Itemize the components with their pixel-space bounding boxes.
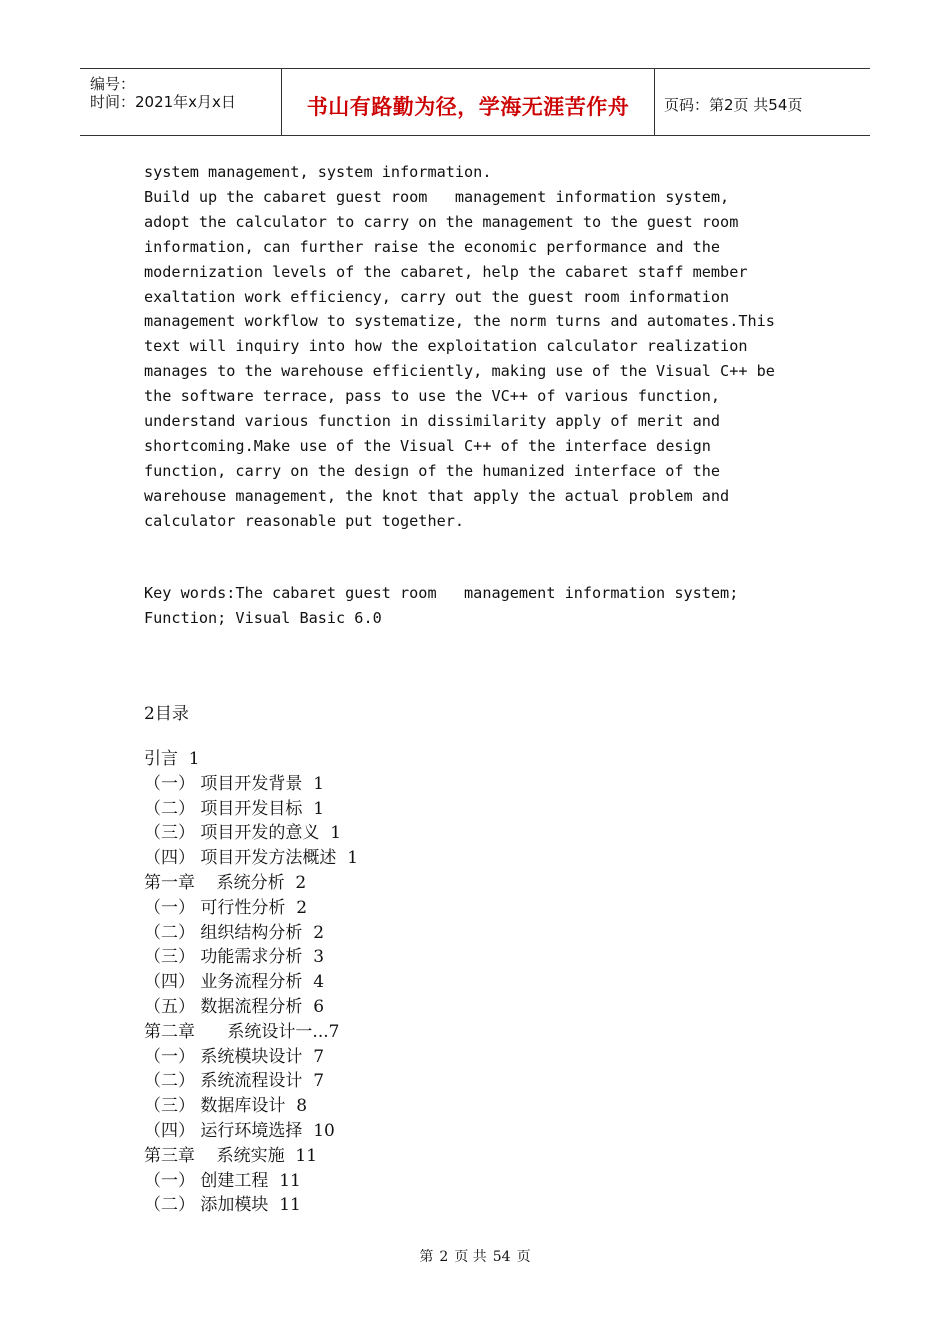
abstract-line: exaltation work efficiency, carry out the guest room information <box>144 287 730 306</box>
abstract-line: understand various function in dissimilarity apply of merit and <box>144 412 721 431</box>
document-number-label: 编号： <box>90 75 136 93</box>
abstract-line: modernization levels of the cabaret, help the cabaret staff member <box>144 262 748 281</box>
toc-entry[interactable]: （四） 运行环境选择 10 <box>144 1120 335 1141</box>
abstract-line: calculator reasonable put together. <box>144 511 465 530</box>
toc-entry[interactable]: 引言 1 <box>144 749 200 769</box>
toc-entry[interactable]: （一） 项目开发背景 1 <box>144 773 325 794</box>
toc-entry[interactable]: （一） 创建工程 11 <box>144 1170 301 1191</box>
abstract-line: management workflow to systematize, the norm turns and automates.This <box>144 312 775 331</box>
abstract-line: Build up the cabaret guest room management information system, <box>144 187 730 206</box>
header-meta-cell <box>80 69 282 135</box>
toc-entry[interactable]: （三） 功能需求分析 3 <box>144 947 325 968</box>
abstract-line: adopt the calculator to carry on the management to the guest room <box>144 212 739 231</box>
toc-entry[interactable]: （四） 业务流程分析 4 <box>144 972 325 993</box>
abstract-line: system management, system information. <box>144 163 492 181</box>
table-of-contents <box>144 747 358 1218</box>
toc-entry[interactable]: （一） 可行性分析 2 <box>144 897 308 918</box>
abstract-line: function, carry on the design of the humanized interface of the <box>144 461 721 480</box>
toc-entry[interactable]: （三） 数据库设计 8 <box>144 1096 308 1117</box>
document-date-label: 时间：2021年x月x日 <box>90 93 236 111</box>
page-header <box>80 68 870 136</box>
toc-entry[interactable]: 第一章 系统分析 2 <box>144 872 307 893</box>
footer-suffix: 页 <box>516 1249 531 1265</box>
abstract-line: the software terrace, pass to use the VC++ of various function, <box>144 387 721 406</box>
toc-entry[interactable]: （二） 系统流程设计 7 <box>144 1071 325 1092</box>
abstract-line: text will inquiry into how the exploitation calculator realization <box>144 337 748 356</box>
keywords-line: Key words:The cabaret guest room management information system; <box>144 584 739 602</box>
page-footer <box>0 1246 950 1266</box>
header-motto: 书山有路勤为径，学海无涯苦作舟 <box>306 95 630 119</box>
toc-entry[interactable]: （二） 组织结构分析 2 <box>144 922 325 943</box>
abstract-line: shortcoming.Make use of the Visual C++ of the interface design <box>144 436 711 455</box>
toc-entry[interactable]: 第三章 系统实施 11 <box>144 1145 318 1166</box>
toc-entry[interactable]: 第二章 系统设计一...7 <box>144 1021 340 1042</box>
abstract-line: manages to the warehouse efficiently, making use of the Visual C++ be <box>144 362 775 381</box>
abstract-line: warehouse management, the knot that apply the actual problem and <box>144 486 730 505</box>
toc-entry[interactable]: （二） 项目开发目标 1 <box>144 798 325 819</box>
footer-prefix: 第 <box>419 1249 434 1265</box>
keywords-paragraph <box>144 581 738 631</box>
footer-middle: 页 共 <box>454 1249 487 1265</box>
toc-title: 2目录 <box>144 704 189 724</box>
abstract-line: information, can further raise the economic performance and the <box>144 237 721 256</box>
header-page-info: 页码：第2页 共54页 <box>664 96 803 114</box>
header-page-cell <box>655 69 870 135</box>
keywords-line: Function; Visual Basic 6.0 <box>144 608 382 627</box>
toc-entry[interactable]: （三） 项目开发的意义 1 <box>144 823 342 844</box>
toc-entry[interactable]: （一） 系统模块设计 7 <box>144 1046 325 1067</box>
abstract-paragraph <box>144 160 775 534</box>
toc-entry[interactable]: （四） 项目开发方法概述 1 <box>144 848 359 869</box>
toc-entry[interactable]: （五） 数据流程分析 6 <box>144 996 325 1017</box>
footer-current-page: 2 <box>439 1249 449 1265</box>
toc-entry[interactable]: （二） 添加模块 11 <box>144 1195 301 1216</box>
header-motto-cell <box>282 69 655 135</box>
footer-total-pages: 54 <box>492 1249 511 1265</box>
